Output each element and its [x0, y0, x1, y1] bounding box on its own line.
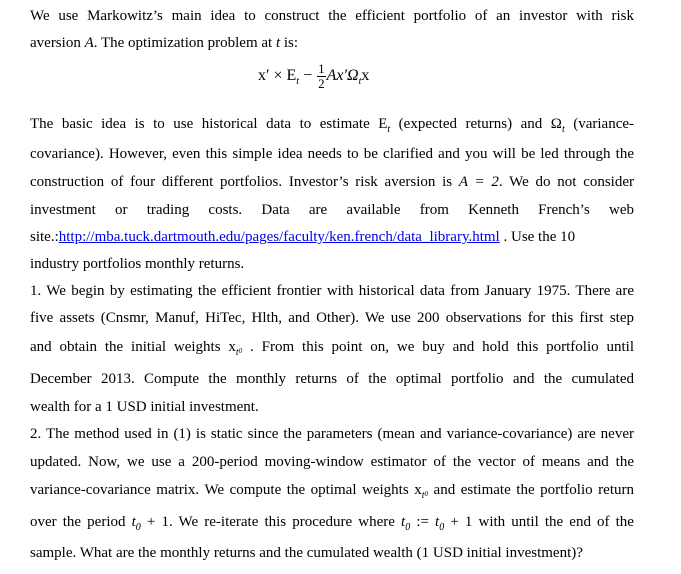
- paragraph-2-line-1: The basic idea is to use historical data to estimate $E_t$ (expected returns) and $\Omega_t$ (variance-: [30, 116, 635, 135]
- item-1-line-2: five assets (Cnsmr, Manuf, HiTec, Hlth, and Other). We use 200 observations for this first step: [30, 310, 634, 326]
- paragraph-2-line-4: investment or trading costs. Data are available from Kenneth French’s web: [30, 202, 634, 218]
- item-1-line-3: and obtain the initial weights $x_t0$ . From this point on, we buy and hold this portfolio until: [30, 339, 634, 358]
- item-1-line-4: December 2013. Compute the monthly returns of the optimal portfolio and the cumulated: [30, 371, 634, 387]
- paragraph-2-line-5: site.:http://mba.tuck.dartmouth.edu/pages/faculty/ken.french/data_library.html . Use the 10: [30, 229, 576, 245]
- paragraph-2-line-3: construction of four different portfolios. Investor’s risk aversion is A = 2. We do not consider: [30, 174, 635, 190]
- item-2-line-4: over the period $t_0 + 1$. We re-iterate this procedure where $t_0$ := $t_0 + 1$ with until the end of the: [30, 514, 634, 533]
- paragraph-2-line-6: industry portfolios monthly returns.: [30, 256, 245, 272]
- item-1-line-1: 1. We begin by estimating the efficient frontier with historical data from January 1975. There are: [30, 283, 634, 299]
- paragraph-1-line-1: We use Markowitz’s main idea to construct the efficient portfolio of an investor with risk: [30, 8, 634, 24]
- kenneth-french-data-library-link[interactable]: http://mba.tuck.dartmouth.edu/pages/faculty/ken.french/data_library.html: [58, 229, 500, 245]
- paragraph-1-line-2: aversion A. The optimization problem at t is:: [30, 35, 299, 51]
- optimization-equation: $x' \times E_t$ − $\frac{1}{2}$ $Ax'\Omega_tx$: [258, 61, 370, 91]
- risk-aversion-symbol: A: [84, 35, 94, 51]
- item-2-line-2: updated. Now, we use a 200-period moving-window estimator of the vector of means and the: [30, 454, 634, 470]
- one-half-fraction: $\frac{1}{2}$: [318, 61, 325, 91]
- initial-weights-symbol: $x_t0$: [228, 339, 243, 358]
- item-1-line-5: wealth for a 1 USD initial investment.: [30, 399, 259, 415]
- item-2-line-3: variance-covariance matrix. We compute the optimal weights $x_t0$ and estimate the portfolio return: [30, 482, 634, 501]
- item-2-line-5: sample. What are the monthly returns and the cumulated wealth (1 USD initial investment)?: [30, 545, 583, 561]
- paragraph-2-line-2: covariance). However, even this simple idea needs to be clarified and you will be led through the: [30, 146, 634, 162]
- item-2-line-1: 2. The method used in (1) is static since the parameters (mean and variance-covariance) are never: [30, 426, 634, 442]
- optimal-weights-symbol: $x_t0$: [414, 482, 429, 501]
